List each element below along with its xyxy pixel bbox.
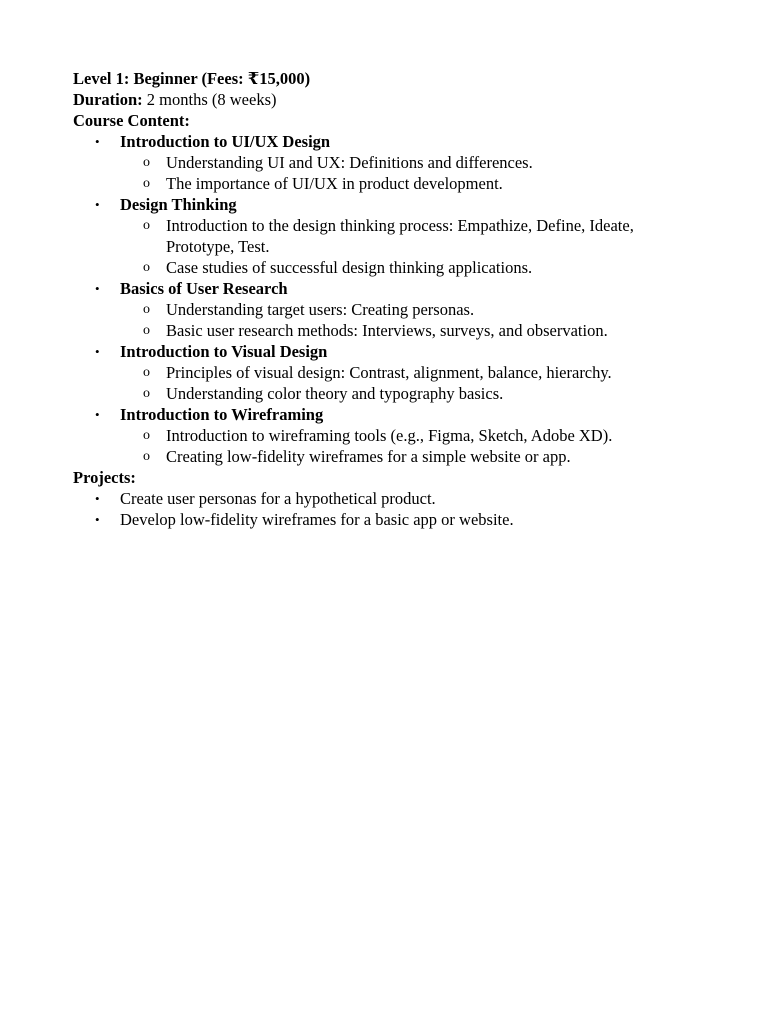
topic-heading: Introduction to Wireframing — [120, 405, 324, 424]
bullet-marker: • — [95, 512, 100, 527]
project-item — [73, 509, 693, 530]
sub-bullet-marker: o — [143, 218, 150, 233]
sub-bullet-marker: o — [143, 302, 150, 317]
list-item — [120, 152, 693, 173]
sub-bullet-marker: o — [143, 428, 150, 443]
bullet-marker: • — [95, 134, 100, 149]
list-item-text: Introduction to the design thinking process: Empathize, Define, Ideate, Prototype, Test. — [166, 216, 634, 256]
course-topic — [73, 404, 693, 467]
sub-bullet-marker: o — [143, 176, 150, 191]
level-title: Level 1: Beginner (Fees: ₹15,000) — [73, 69, 311, 88]
projects-label: Projects: — [73, 468, 136, 487]
list-item — [120, 173, 693, 194]
list-item — [120, 425, 693, 446]
document-page — [73, 68, 693, 530]
list-item-text: Creating low-fidelity wireframes for a simple website or app. — [166, 447, 571, 466]
bullet-marker: • — [95, 344, 100, 359]
list-item — [120, 257, 693, 278]
duration-label: Duration: — [73, 90, 143, 109]
list-item-text: Understanding target users: Creating personas. — [166, 300, 475, 319]
course-topic — [73, 341, 693, 404]
duration-value: 2 months (8 weeks) — [142, 90, 277, 109]
topic-subitems — [120, 299, 693, 341]
topic-subitems — [120, 425, 693, 467]
bullet-marker: • — [95, 281, 100, 296]
bullet-marker: • — [95, 407, 100, 422]
course-topic — [73, 194, 693, 278]
topic-heading: Basics of User Research — [120, 279, 288, 298]
project-item — [73, 488, 693, 509]
course-content-list — [73, 131, 693, 467]
sub-bullet-marker: o — [143, 386, 150, 401]
sub-bullet-marker: o — [143, 449, 150, 464]
course-topic — [73, 131, 693, 194]
project-item-text: Develop low-fidelity wireframes for a basic app or website. — [120, 510, 514, 529]
list-item-text: Basic user research methods: Interviews, surveys, and observation. — [166, 321, 608, 340]
course-content-label: Course Content: — [73, 111, 190, 130]
course-topic — [73, 278, 693, 341]
duration-line — [73, 89, 693, 110]
sub-bullet-marker: o — [143, 155, 150, 170]
list-item — [120, 299, 693, 320]
bullet-marker: • — [95, 491, 100, 506]
sub-bullet-marker: o — [143, 365, 150, 380]
projects-list — [73, 488, 693, 530]
list-item-text: Principles of visual design: Contrast, alignment, balance, hierarchy. — [166, 363, 612, 382]
list-item-text: Case studies of successful design thinking applications. — [166, 258, 533, 277]
sub-bullet-marker: o — [143, 323, 150, 338]
list-item — [120, 320, 693, 341]
list-item-text: The importance of UI/UX in product development. — [166, 174, 503, 193]
topic-heading: Introduction to Visual Design — [120, 342, 328, 361]
project-item-text: Create user personas for a hypothetical product. — [120, 489, 436, 508]
topic-subitems — [120, 215, 693, 278]
list-item — [120, 446, 693, 467]
list-item — [120, 362, 693, 383]
topic-subitems — [120, 362, 693, 404]
list-item-text: Understanding color theory and typography basics. — [166, 384, 504, 403]
topic-heading: Introduction to UI/UX Design — [120, 132, 331, 151]
list-item-text: Understanding UI and UX: Definitions and differences. — [166, 153, 533, 172]
topic-heading: Design Thinking — [120, 195, 237, 214]
list-item — [120, 383, 693, 404]
topic-subitems — [120, 152, 693, 194]
list-item — [120, 215, 693, 257]
bullet-marker: • — [95, 197, 100, 212]
list-item-text: Introduction to wireframing tools (e.g., Figma, Sketch, Adobe XD). — [166, 426, 613, 445]
sub-bullet-marker: o — [143, 260, 150, 275]
